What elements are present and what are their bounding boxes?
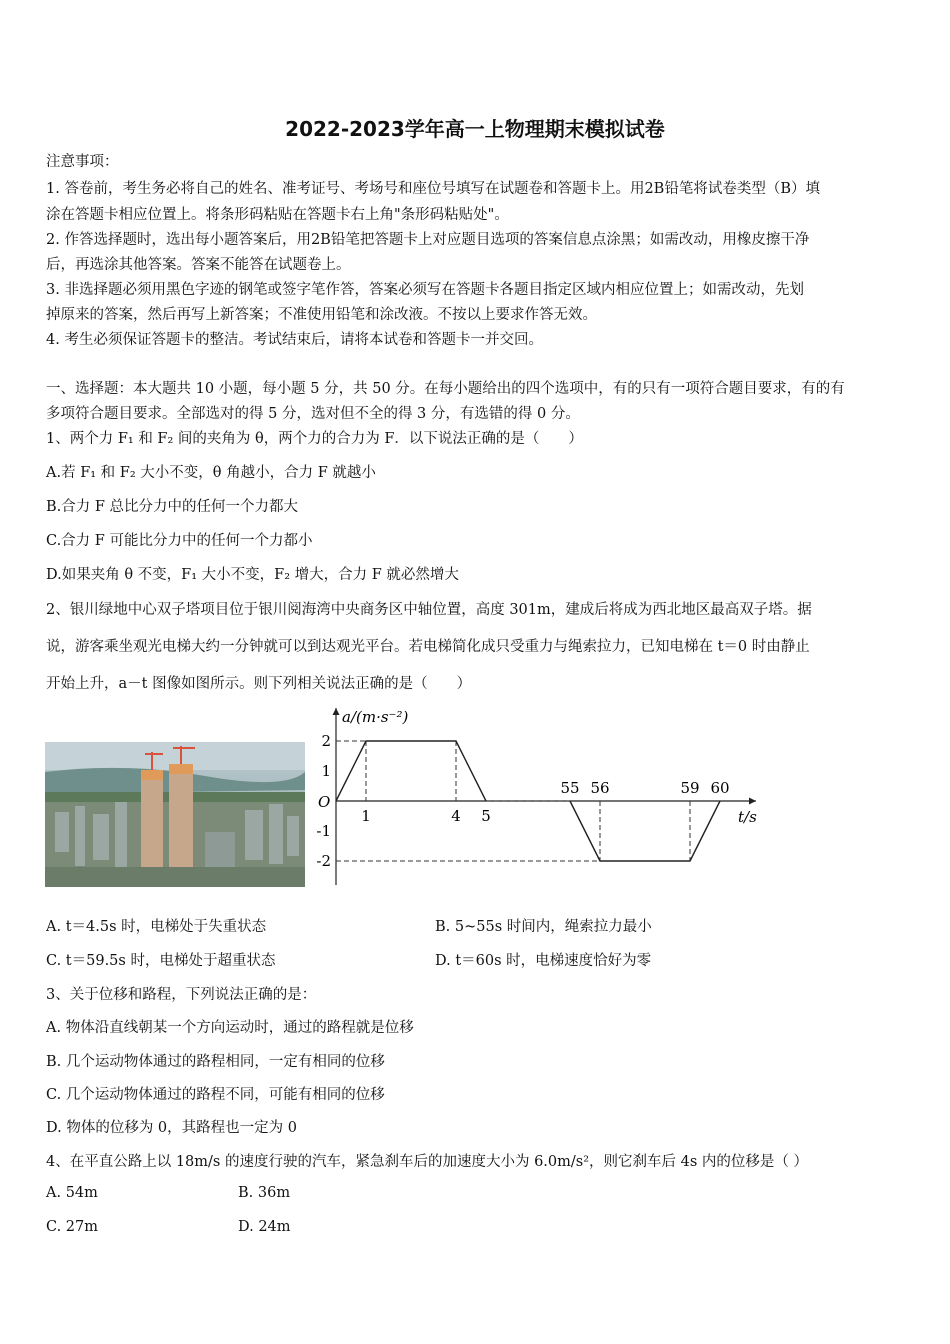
notice-line: 2. 作答选择题时，选出每小题答案后，用2B铅笔把答题卡上对应题目选项的答案信息点涂黑；如需改动，用橡皮擦干净 xyxy=(46,232,810,248)
q3-option-b: B. 几个运动物体通过的路程相同，一定有相同的位移 xyxy=(46,1054,385,1070)
q2-stem: 开始上升，a－t 图像如图所示。则下列相关说法正确的是（ ） xyxy=(46,676,472,692)
x-axis-label: t/s xyxy=(738,808,757,826)
xtick-label: 56 xyxy=(590,779,610,797)
section-intro: 一、选择题：本大题共 10 小题，每小题 5 分，共 50 分。在每小题给出的四个选项中，有的只有一项符合题目要求，有的有 xyxy=(46,381,845,397)
xtick-label: 59 xyxy=(680,779,700,797)
twin-towers-photo xyxy=(45,742,305,887)
notice-heading: 注意事项： xyxy=(46,154,119,170)
q3-stem: 3、关于位移和路程，下列说法正确的是： xyxy=(46,987,317,1003)
ytick-label: 2 xyxy=(321,732,331,750)
xtick-label: 60 xyxy=(710,779,730,797)
acceleration-series xyxy=(336,741,486,801)
acceleration-series-part2 xyxy=(570,801,720,861)
q4-option-a: A. 54m xyxy=(46,1185,98,1201)
q4-option-d: D. 24m xyxy=(238,1219,291,1235)
notice-line: 3. 非选择题必须用黑色字迹的钢笔或签字笔作答，答案必须写在答题卡各题目指定区域内相应位置上；如需改动，先划 xyxy=(46,282,804,298)
q4-option-b: B. 36m xyxy=(238,1185,291,1201)
xtick-label: 4 xyxy=(451,807,461,825)
q1-option-a: A.若 F₁ 和 F₂ 大小不变，θ 角越小，合力 F 就越小 xyxy=(46,465,376,481)
section-intro: 多项符合题目要求。全部选对的得 5 分，选对但不全的得 3 分，有选错的得 0 分。 xyxy=(46,406,580,422)
q1-option-c: C.合力 F 可能比分力中的任何一个力都小 xyxy=(46,533,313,549)
notice-line: 1. 答卷前，考生务必将自己的姓名、准考证号、考场号和座位号填写在试题卷和答题卡上。用2B铅笔将试卷类型（B）填 xyxy=(46,181,820,197)
q4-option-c: C. 27m xyxy=(46,1219,98,1235)
q1-option-b: B.合力 F 总比分力中的任何一个力都大 xyxy=(46,499,299,515)
a-t-graph xyxy=(308,700,768,895)
y-axis-label: a/(m·s⁻²) xyxy=(342,708,409,726)
q1-option-d: D.如果夹角 θ 不变，F₁ 大小不变，F₂ 增大，合力 F 就必然增大 xyxy=(46,567,459,583)
xtick-label: 5 xyxy=(481,807,491,825)
q3-option-a: A. 物体沿直线朝某一个方向运动时，通过的路程就是位移 xyxy=(46,1020,414,1036)
q1-stem: 1、两个力 F₁ 和 F₂ 间的夹角为 θ，两个力的合力为 F．以下说法正确的是（ ） xyxy=(46,431,583,447)
q2-stem: 2、银川绿地中心双子塔项目位于银川阅海湾中央商务区中轴位置，高度 301m，建成后将成为西北地区最高双子塔。据 xyxy=(46,602,812,618)
q2-option-b: B. 5~55s 时间内，绳索拉力最小 xyxy=(435,919,652,935)
xtick-label: 1 xyxy=(361,807,371,825)
q2-stem: 说，游客乘坐观光电梯大约一分钟就可以到达观光平台。若电梯简化成只受重力与绳索拉力，已知电梯在 t＝0 时由静止 xyxy=(46,639,810,655)
notice-line: 涂在答题卡相应位置上。将条形码粘贴在答题卡右上角"条形码粘贴处"。 xyxy=(46,207,509,223)
ytick-label: -2 xyxy=(316,852,331,870)
q3-option-c: C. 几个运动物体通过的路程不同，可能有相同的位移 xyxy=(46,1087,385,1103)
q4-stem: 4、在平直公路上以 18m/s 的速度行驶的汽车，紧急刹车后的加速度大小为 6.0m/s²，则它刹车后 4s 内的位移是（ ） xyxy=(46,1154,809,1170)
ytick-label: -1 xyxy=(316,822,331,840)
notice-line: 4. 考生必须保证答题卡的整洁。考试结束后，请将本试卷和答题卡一并交回。 xyxy=(46,332,543,348)
ytick-label: 1 xyxy=(321,762,331,780)
q2-option-a: A. t＝4.5s 时，电梯处于失重状态 xyxy=(46,919,267,935)
xtick-label: 55 xyxy=(560,779,580,797)
q2-option-c: C. t＝59.5s 时，电梯处于超重状态 xyxy=(46,953,276,969)
q2-option-d: D. t＝60s 时，电梯速度恰好为零 xyxy=(435,953,652,969)
notice-line: 掉原来的答案，然后再写上新答案；不准使用铅笔和涂改液。不按以上要求作答无效。 xyxy=(46,307,597,323)
q3-option-d: D. 物体的位移为 0，其路程也一定为 0 xyxy=(46,1120,297,1136)
exam-title: 2022-2023学年高一上物理期末模拟试卷 xyxy=(285,117,665,141)
notice-line: 后，再选涂其他答案。答案不能答在试题卷上。 xyxy=(46,257,351,273)
origin-label: O xyxy=(318,793,331,811)
